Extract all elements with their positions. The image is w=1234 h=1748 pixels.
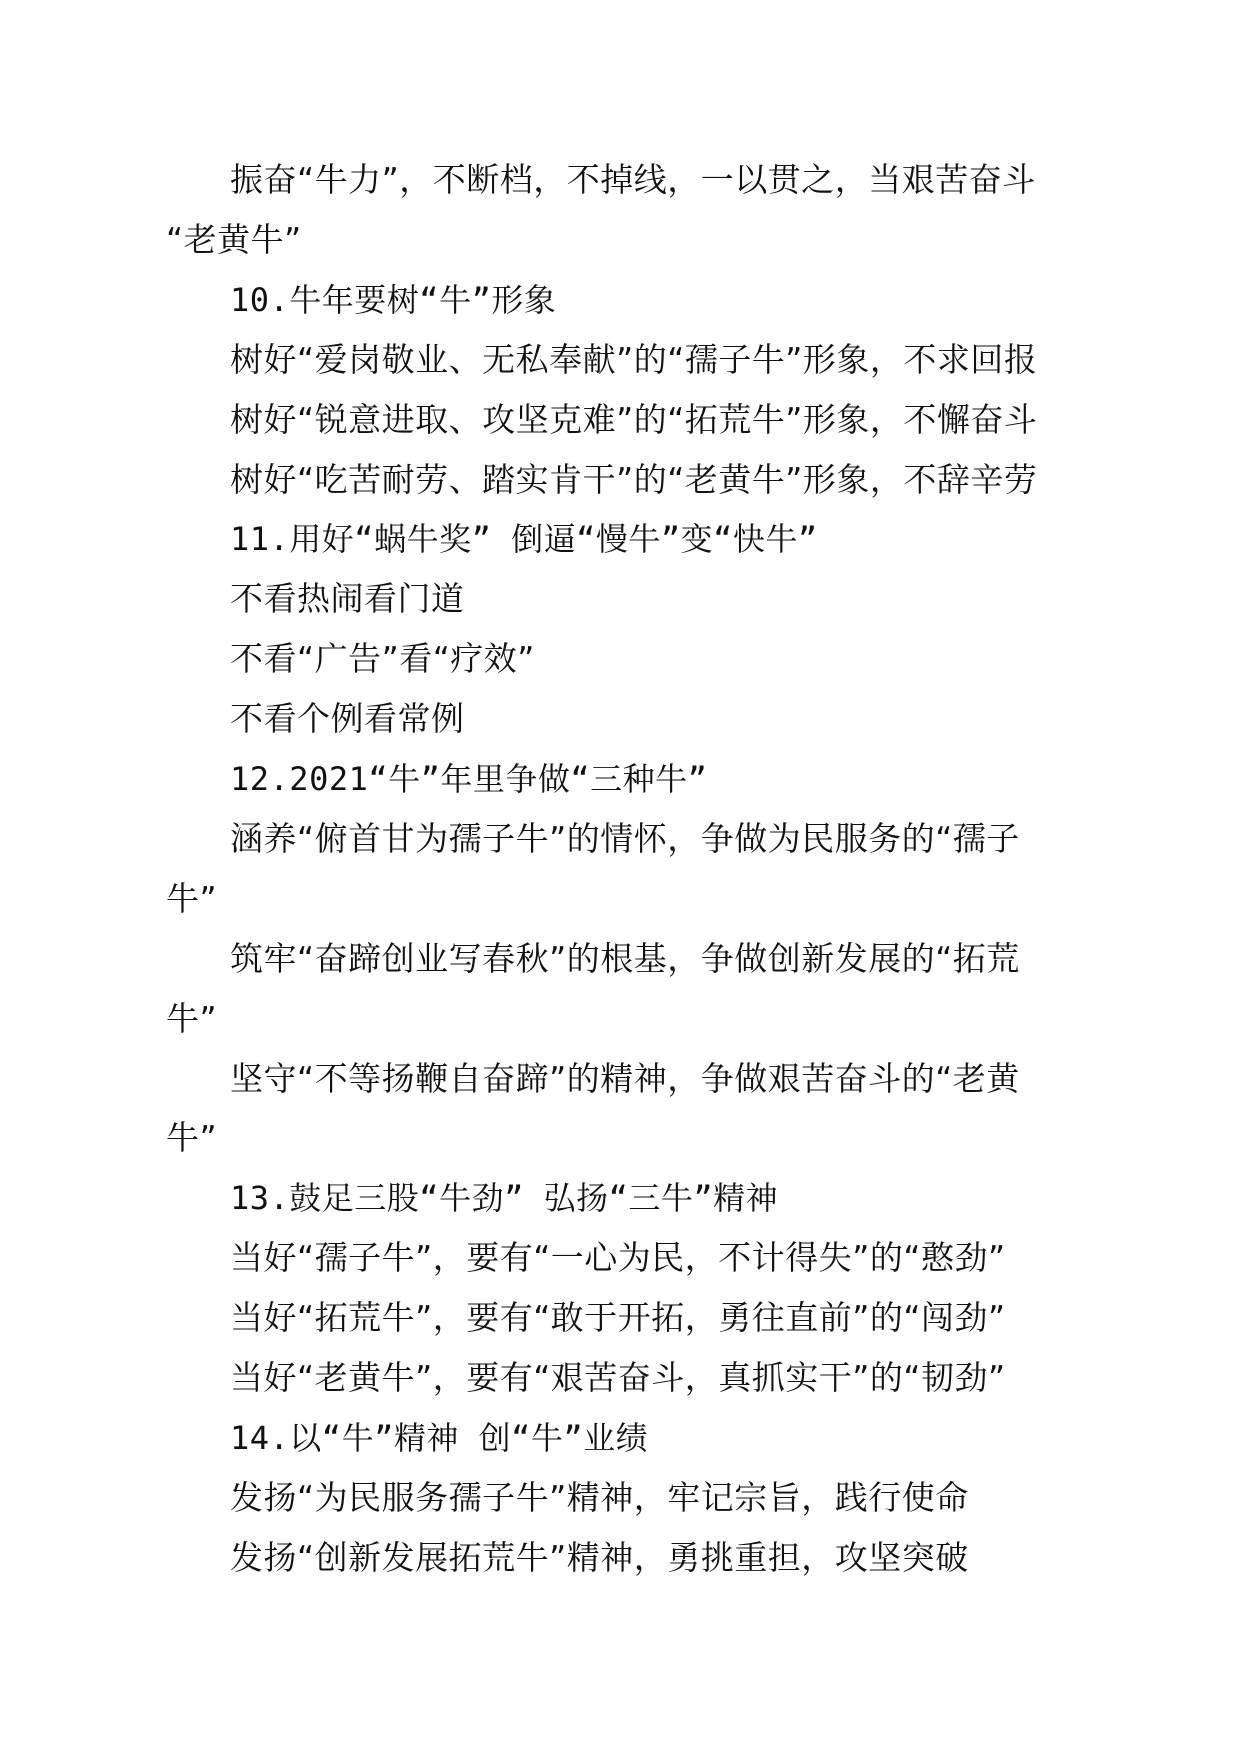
text-line: 当好“拓荒牛”，要有“敢于开拓，勇往直前”的“闯劲” bbox=[230, 1298, 1006, 1338]
section-heading: 10.牛年要树“牛”形象 bbox=[230, 280, 557, 319]
section-heading: 13.鼓足三股“牛劲” 弘扬“三牛”精神 bbox=[230, 1179, 779, 1218]
text-line: 坚守“不等扬鞭自奋蹄”的精神，争做艰苦奋斗的“老黄 bbox=[230, 1058, 1020, 1098]
text-line: 涵养“俯首甘为孺子牛”的情怀，争做为民服务的“孺子 bbox=[230, 818, 1020, 858]
section-heading: 14.以“牛”精神 创“牛”业绩 bbox=[230, 1418, 649, 1457]
text-line: “老黄牛” bbox=[166, 219, 302, 259]
text-line: 牛” bbox=[166, 878, 218, 918]
text-line: 不看个例看常例 bbox=[230, 699, 465, 739]
text-line: 当好“孺子牛”，要有“一心为民，不计得失”的“憨劲” bbox=[230, 1238, 1006, 1278]
text-line: 树好“爱岗敬业、无私奉献”的“孺子牛”形象，不求回报 bbox=[230, 339, 1038, 379]
text-line: 发扬“为民服务孺子牛”精神，牢记宗旨，践行使命 bbox=[230, 1477, 969, 1517]
text-line: 筑牢“奋蹄创业写春秋”的根基，争做创新发展的“拓荒 bbox=[230, 938, 1020, 978]
text-line: 发扬“创新发展拓荒牛”精神，勇挑重担，攻坚突破 bbox=[230, 1537, 969, 1577]
text-line: 不看热闹看门道 bbox=[230, 579, 465, 619]
text-line: 牛” bbox=[166, 1118, 218, 1158]
text-line: 振奋“牛力”，不断档，不掉线，一以贯之，当艰苦奋斗 bbox=[230, 160, 1036, 199]
text-line: 不看“广告”看“疗效” bbox=[230, 639, 535, 679]
section-heading: 11.用好“蜗牛奖” 倒逼“慢牛”变“快牛” bbox=[230, 520, 818, 559]
text-line: 牛” bbox=[166, 998, 218, 1038]
text-line: 当好“老黄牛”，要有“艰苦奋斗，真抓实干”的“韧劲” bbox=[230, 1358, 1006, 1397]
section-heading: 12.2021“牛”年里争做“三种牛” bbox=[230, 760, 708, 798]
text-line: 树好“吃苦耐劳、踏实肯干”的“老黄牛”形象，不辞辛劳 bbox=[230, 459, 1038, 499]
text-line: 树好“锐意进取、攻坚克难”的“拓荒牛”形象，不懈奋斗 bbox=[230, 399, 1038, 439]
